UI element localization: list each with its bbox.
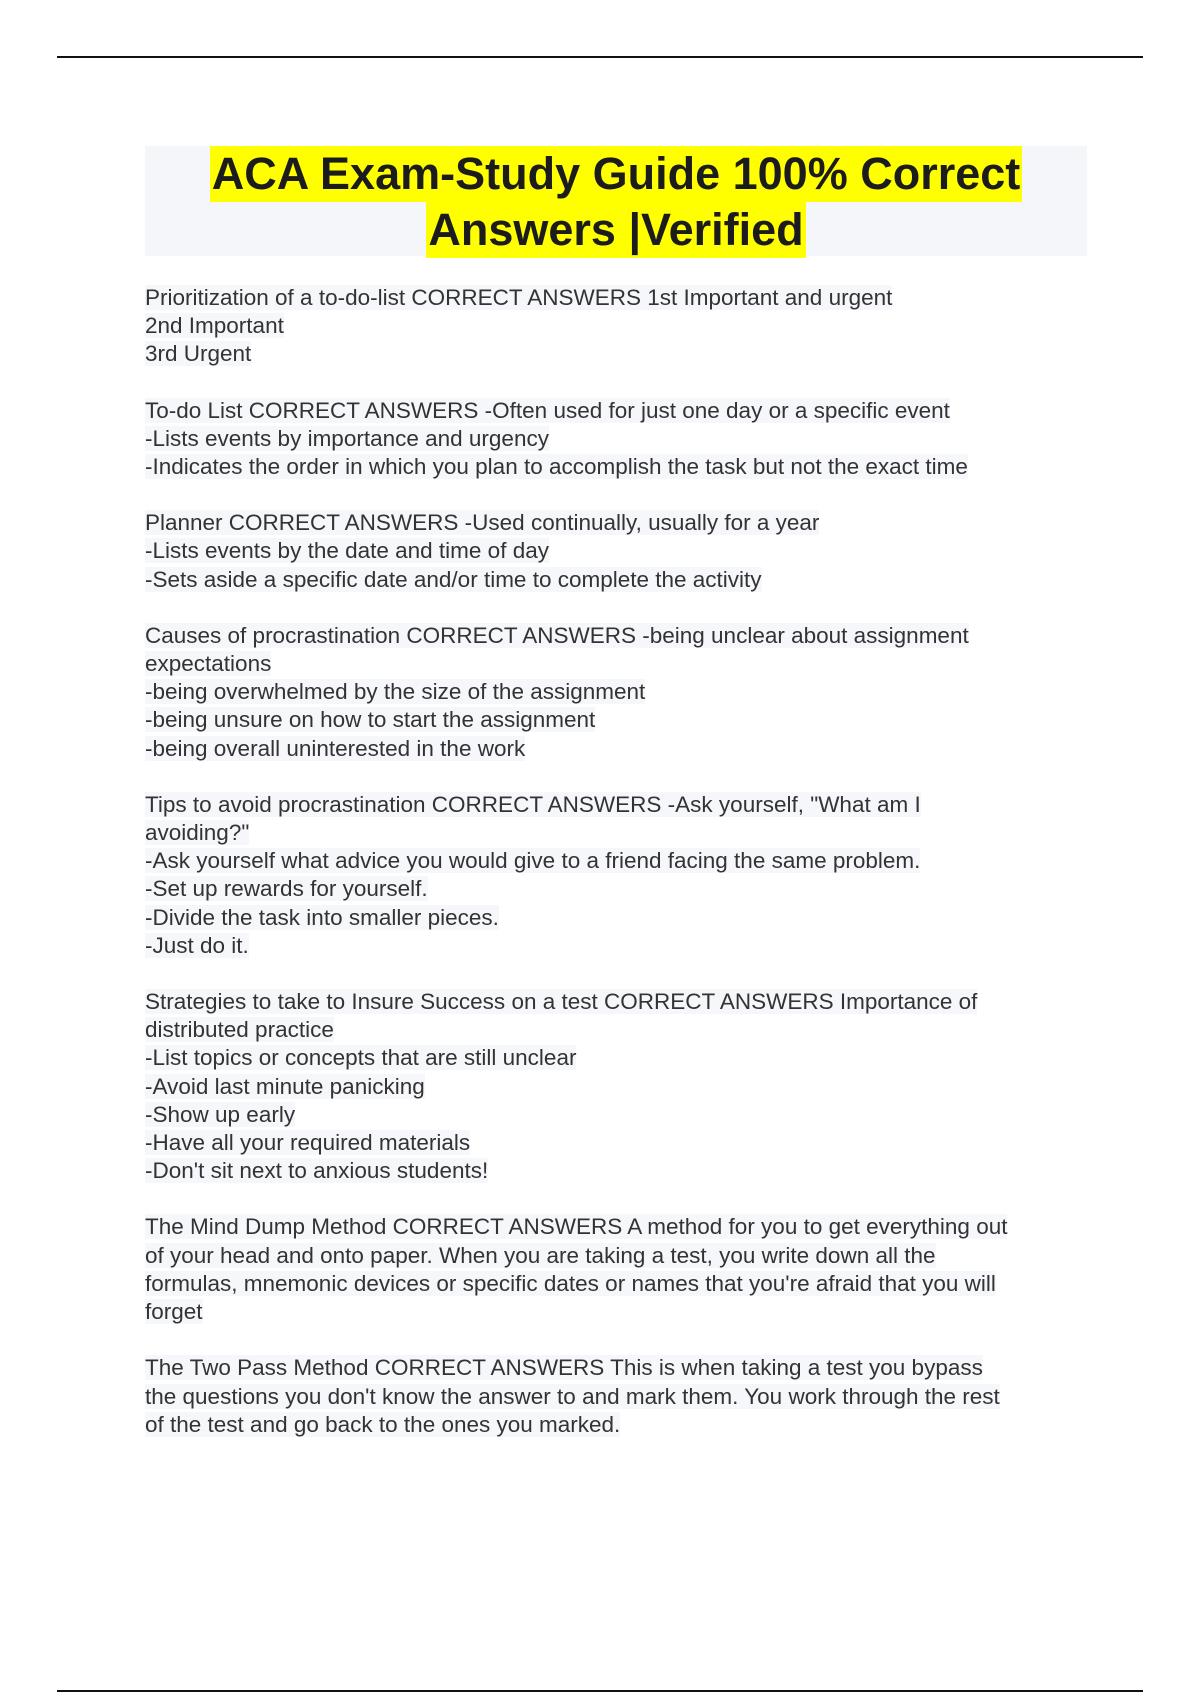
entry-line: forget [145,1299,203,1325]
qa-entry [145,791,1105,960]
document-title [145,146,1087,256]
bottom-rule [57,1690,1143,1692]
qa-entry [145,509,1105,594]
entry-line: -Just do it. [145,932,249,958]
entry-line: avoiding?" [145,820,250,846]
entry-line: To-do List CORRECT ANSWERS -Often used for just one day or a specific event [145,397,950,423]
top-rule [57,56,1143,58]
entry-line: -Have all your required materials [145,1130,471,1156]
entry-line: formulas, mnemonic devices or specific dates or names that you're afraid that you will [145,1270,996,1296]
entry-line: -being overall uninterested in the work [145,735,526,761]
entry-line: -Indicates the order in which you plan to accomplish the task but not the exact time [145,454,968,480]
entry-line: -Lists events by importance and urgency [145,425,549,451]
entry-line: Prioritization of a to-do-list CORRECT ANSWERS 1st Important and urgent [145,285,893,310]
entry-line: of your head and onto paper. When you are taking a test, you write down all the [145,1242,936,1268]
entry-line: -being overwhelmed by the size of the assignment [145,679,646,705]
entry-line: The Mind Dump Method CORRECT ANSWERS A method for you to get everything out [145,1214,1008,1240]
entry-line: -Set up rewards for yourself. [145,876,428,902]
qa-entry [145,988,1105,1185]
entry-line: -Sets aside a specific date and/or time to complete the activity [145,566,762,592]
entry-line: The Two Pass Method CORRECT ANSWERS This is when taking a test you bypass [145,1355,983,1381]
title-line: ACA Exam-Study Guide 100% Correct [210,146,1023,202]
entry-line: expectations [145,651,272,677]
qa-entry [145,1354,1105,1439]
document-body [145,284,1105,1467]
entry-line: -Lists events by the date and time of day [145,538,549,564]
title-line: Answers |Verified [426,202,805,258]
entry-line: Tips to avoid procrastination CORRECT ANSWERS -Ask yourself, "What am I [145,791,921,817]
entry-line: of the test and go back to the ones you marked. [145,1411,621,1437]
entry-line: 3rd Urgent [145,341,252,367]
entry-line: -List topics or concepts that are still unclear [145,1045,577,1071]
entry-line: Causes of procrastination CORRECT ANSWERS -being unclear about assignment [145,622,969,648]
qa-entry [145,397,1105,482]
entry-line: Strategies to take to Insure Success on a test CORRECT ANSWERS Importance of [145,989,978,1015]
qa-entry [145,1213,1105,1326]
qa-entry [145,284,1105,369]
qa-entry [145,622,1105,763]
entry-line: the questions you don't know the answer to and mark them. You work through the rest [145,1383,1000,1409]
entry-line: Planner CORRECT ANSWERS -Used continually, usually for a year [145,510,820,536]
entry-line: -Ask yourself what advice you would give to a friend facing the same problem. [145,848,921,874]
entry-line: -Don't sit next to anxious students! [145,1158,489,1184]
entry-line: -being unsure on how to start the assignment [145,707,596,733]
entry-line: 2nd Important [145,313,284,339]
entry-line: -Avoid last minute panicking [145,1073,425,1099]
entry-line: -Divide the task into smaller pieces. [145,904,499,930]
entry-line: distributed practice [145,1017,334,1043]
entry-line: -Show up early [145,1101,296,1127]
